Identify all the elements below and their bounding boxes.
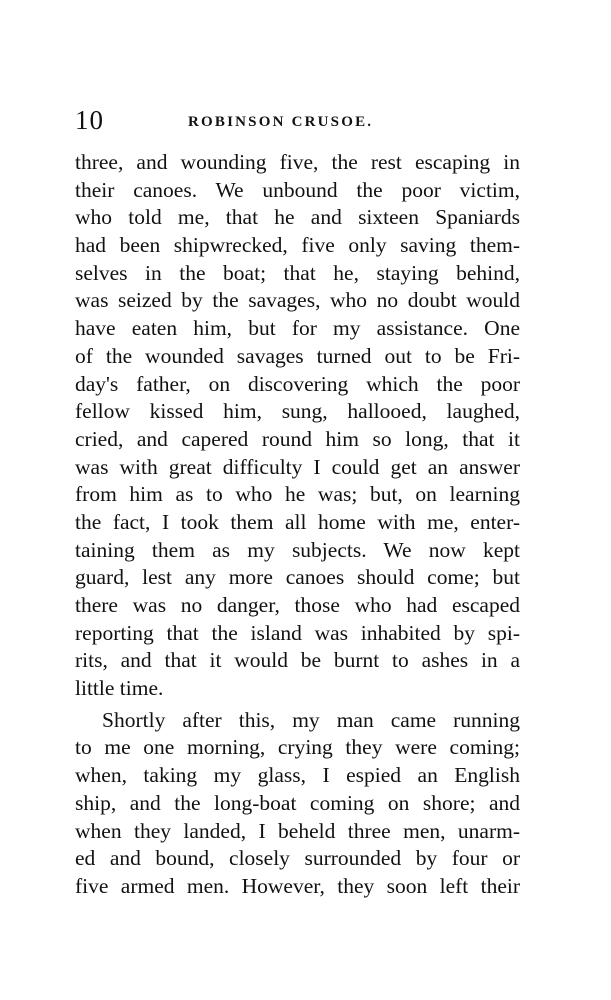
text-line: when they landed, I beheld three men, unarm- [75,818,520,843]
text-line: ship, and the long-boat coming on shore; and [75,790,520,815]
text-line: three, and wounding five, the rest escaping in [75,150,520,174]
text-line: ed and bound, closely surrounded by four or [75,846,520,871]
page-header [75,100,520,140]
text-line: reporting that the island was inhabited by spi- [75,620,520,645]
paragraph [75,707,520,901]
text-line: selves in the boat; that he, staying behind, [75,260,520,285]
text-line: guard, lest any more canoes should come; but [75,565,520,590]
text-line: had been shipwrecked, five only saving them- [75,233,520,258]
text-line: was seized by the savages, who no doubt would [75,288,520,313]
text-line: the fact, I took them all home with me, enter- [75,509,520,534]
running-title: ROBINSON CRUSOE. [188,114,374,130]
text-line: there was no danger, those who had escaped [75,593,520,617]
body-text [75,149,520,901]
text-line: fellow kissed him, sung, hallooed, laughed, [75,399,520,424]
text-line: little time. [75,676,164,701]
text-line: five armed men. However, they soon left their [75,873,520,898]
paragraph [75,149,520,703]
text-line: taining them as my subjects. We now kept [75,537,520,562]
text-line: of the wounded savages turned out to be Fri- [75,343,520,368]
text-line: Shortly after this, my man came running [102,707,520,732]
text-line: day's father, on discovering which the poor [75,371,520,396]
page-number: 10 [75,105,104,135]
text-line: when, taking my glass, I espied an English [75,763,520,788]
text-line: rits, and that it would be burnt to ashes in a [75,648,520,673]
text-line: to me one morning, crying they were coming; [75,735,520,760]
text-line: their canoes. We unbound the poor victim, [75,177,520,202]
text-line: from him as to who he was; but, on learning [75,482,520,507]
text-line: have eaten him, but for my assistance. One [75,316,520,341]
text-line: cried, and capered round him so long, that it [75,426,520,451]
text-line: was with great difficulty I could get an answer [75,454,520,479]
text-line: who told me, that he and sixteen Spaniards [75,205,520,230]
